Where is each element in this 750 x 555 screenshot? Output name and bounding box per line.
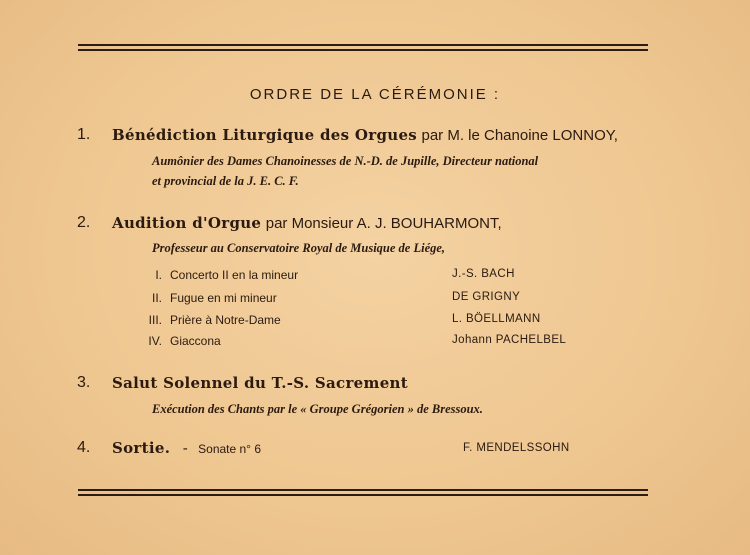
page-title: ORDRE DE LA CÉRÉMONIE : <box>249 86 501 103</box>
item-4-piece: Sonate n° 6 <box>198 442 261 456</box>
program-row-4 <box>132 334 221 348</box>
item-1-heading-gothic: Bénédiction Liturgique des Orgues <box>112 126 418 144</box>
item-2-heading-gothic: Audition d'Orgue <box>112 214 262 232</box>
item-2-heading <box>112 214 502 233</box>
program-numeral: III. <box>148 313 162 327</box>
program-title: Concerto II en la mineur <box>170 268 299 282</box>
item-4-heading <box>112 439 261 458</box>
program-composer-2: DE GRIGNY <box>452 291 521 303</box>
program-row-1 <box>132 268 298 282</box>
item-1-subtitle-line1: Aumônier des Dames Chanoinesses de N.-D. de Jupille, Directeur national <box>152 154 539 168</box>
program-row-3 <box>132 313 281 327</box>
item-4-heading-gothic: Sortie. <box>112 439 171 457</box>
item-1-number: 1. <box>77 126 91 143</box>
program-title: Prière à Notre-Dame <box>170 313 281 327</box>
item-4-dash: - <box>182 440 188 457</box>
program-row-2 <box>132 291 277 305</box>
program-composer-1: J.-S. BACH <box>452 268 515 280</box>
item-3-number: 3. <box>77 374 91 391</box>
program-title: Giaccona <box>170 334 221 348</box>
item-2-heading-rest: par Monsieur A. J. BOUHARMONT, <box>265 215 502 232</box>
item-4-number: 4. <box>77 439 91 456</box>
item-3-heading: Salut Solennel du T.-S. Sacrement <box>112 374 408 392</box>
top-double-rule <box>78 44 648 51</box>
program-numeral: IV. <box>148 334 162 348</box>
program-numeral: II. <box>151 291 162 305</box>
program-composer-4: Johann PACHELBEL <box>452 334 567 346</box>
item-1-heading <box>112 126 618 145</box>
item-4-composer: F. MENDELSSOHN <box>463 442 570 454</box>
item-2-subtitle: Professeur au Conservatoire Royal de Musique de Liége, <box>152 241 446 255</box>
item-3-subtitle: Exécution des Chants par le « Groupe Grégorien » de Bressoux. <box>152 402 483 416</box>
program-numeral: I. <box>155 268 162 282</box>
program-title: Fugue en mi mineur <box>170 291 277 305</box>
bottom-double-rule <box>78 489 648 496</box>
program-composer-3: L. BÖELLMANN <box>452 313 541 325</box>
item-1-subtitle-line2: et provincial de la J. E. C. F. <box>152 174 299 188</box>
item-2-number: 2. <box>77 214 91 231</box>
item-1-heading-rest: par M. le Chanoine LONNOY, <box>421 127 618 144</box>
